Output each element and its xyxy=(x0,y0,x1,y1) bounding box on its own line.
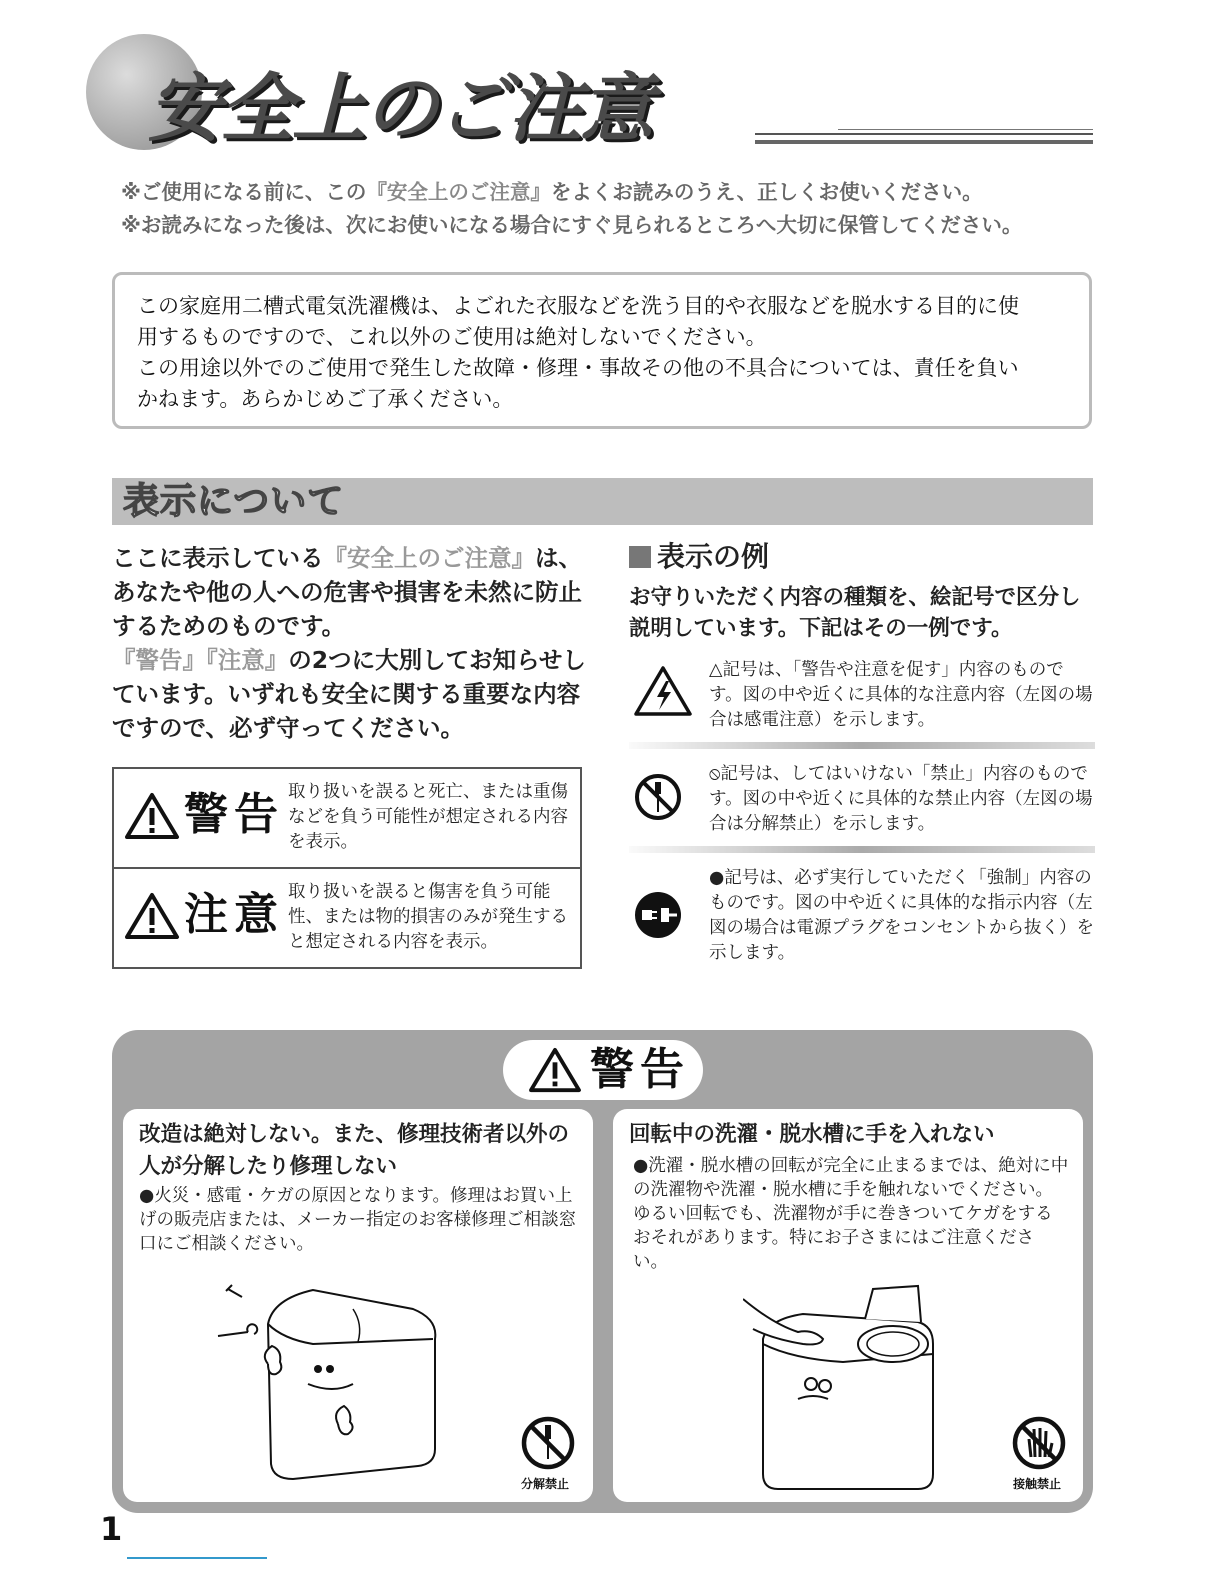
examples-title-text: 表示の例 xyxy=(657,540,770,573)
purpose-line: この用途以外でのご使用で発生した故障・修理・事故その他の不具合については、責任を負い xyxy=(137,356,1019,380)
header-rule xyxy=(755,133,1093,135)
purpose-line: この家庭用二槽式電気洗濯機は、よごれた衣服などを洗う目的や衣服などを脱水する目的に使 xyxy=(137,294,1019,318)
example-item xyxy=(629,762,1095,842)
display-intro xyxy=(112,541,592,745)
note-2: ※お読みになった後は、次にお使いになる場合にすぐ見られるところへ大切に保管してください。 xyxy=(121,213,1023,237)
level-description: 取り扱いを誤ると死亡、または重傷などを負う可能性が想定される内容を表示。 xyxy=(288,782,568,852)
page-number: 1 xyxy=(100,1510,123,1548)
header-rule xyxy=(838,129,1093,130)
washing-machine-illustration xyxy=(213,1284,443,1484)
electric-shock-warning-icon xyxy=(633,664,693,718)
level-label: 注意 xyxy=(184,889,284,940)
card-title: 改造は絶対しない。また、修理技術者以外の人が分解したり修理しない xyxy=(139,1122,570,1179)
disassembly-prohibited-icon xyxy=(633,772,683,822)
examples-description: お守りいただく内容の種類を、絵記号で区分し説明しています。下記はその一例です。 xyxy=(629,585,1081,641)
card-title: 回転中の洗濯・脱水槽に手を入れない xyxy=(629,1122,995,1147)
example-text: △記号は、「警告や注意を促す」内容のものです。図の中や近くに具体的な注意内容（左図の場合は感電注意）を示します。 xyxy=(709,660,1093,730)
header-rule xyxy=(755,140,1093,144)
purpose-statement-box xyxy=(112,272,1092,429)
purpose-line: 用するものですので、これ以外のご使用は絶対しないでください。 xyxy=(137,325,767,349)
purpose-line: かねます。あらかじめご了承ください。 xyxy=(137,387,514,411)
level-description: 取り扱いを誤ると傷害を負う可能性、または物的損害のみが発生すると想定される内容を表示。 xyxy=(288,882,568,952)
warning-card-disassembly xyxy=(123,1109,593,1502)
disassembly-prohibited-icon xyxy=(520,1415,576,1471)
intro-text: の2つに大別してお知らせしています。いずれも安全に関する重要な内容ですので、必ず守ってください。 xyxy=(112,646,586,742)
badge-caption: 接触禁止 xyxy=(1013,1477,1062,1491)
example-item xyxy=(629,866,1095,966)
level-label: 警告 xyxy=(184,789,284,840)
card-body: ●洗濯・脱水槽の回転が完全に止まるまでは、絶対に中の洗濯物や洗濯・脱水槽に手を触れないでください。ゆるい回転でも、洗濯物が手に巻きついてケガをするおそれがあります。特にお子さまにはご注意ください。 xyxy=(633,1156,1069,1272)
square-bullet-icon xyxy=(629,546,651,568)
page-title: 安全上のご注意 xyxy=(148,66,652,152)
divider xyxy=(629,846,1095,853)
warning-card-no-contact xyxy=(613,1109,1083,1502)
example-text: ⦸記号は、してはいけない「禁止」内容のものです。図の中や近くに具体的な禁止内容（左図の場合は分解禁止）を示します。 xyxy=(709,764,1093,834)
contact-prohibited-icon xyxy=(1011,1415,1067,1471)
note-1-post: をよくお読みのうえ、正しくお使いください。 xyxy=(550,180,983,204)
section-title: 表示について xyxy=(123,481,345,522)
intro-text: は、あなたや他の人への危害や損害を未然に防止するためのものです。 xyxy=(112,544,582,640)
usage-notes xyxy=(121,176,1022,242)
warning-levels-table xyxy=(112,767,582,969)
level-row-caution xyxy=(114,867,580,967)
intro-highlight: 『警告』『注意』 xyxy=(112,646,289,674)
unplug-instruction-icon xyxy=(633,890,683,940)
intro-text: ここに表示している xyxy=(112,544,324,572)
note-1-pre: ※ご使用になる前に、この xyxy=(121,180,367,204)
footer-rule xyxy=(127,1557,267,1559)
examples-title xyxy=(629,539,769,575)
warning-triangle-icon xyxy=(124,891,180,941)
warning-triangle-icon xyxy=(527,1046,583,1094)
intro-highlight: 『安全上のご注意』 xyxy=(323,544,535,572)
note-1-highlight: 『安全上のご注意』 xyxy=(366,180,551,204)
card-body: ●火災・感電・ケガの原因となります。修理はお買い上げの販売店または、メーカー指定のお客様修理ご相談窓口にご相談ください。 xyxy=(139,1186,577,1254)
badge-caption: 分解禁止 xyxy=(521,1477,570,1491)
example-item xyxy=(629,658,1095,738)
warning-triangle-icon xyxy=(124,791,180,841)
example-text: ●記号は、必ず実行していただく「強制」内容のものです。図の中や近くに具体的な指示内容（左図の場合は電源プラグをコンセントから抜く）を示します。 xyxy=(709,868,1094,963)
level-row-warning xyxy=(114,769,580,867)
warning-pill-label: 警告 xyxy=(590,1044,690,1095)
washing-machine-hand-illustration xyxy=(743,1284,943,1494)
divider xyxy=(629,742,1095,749)
